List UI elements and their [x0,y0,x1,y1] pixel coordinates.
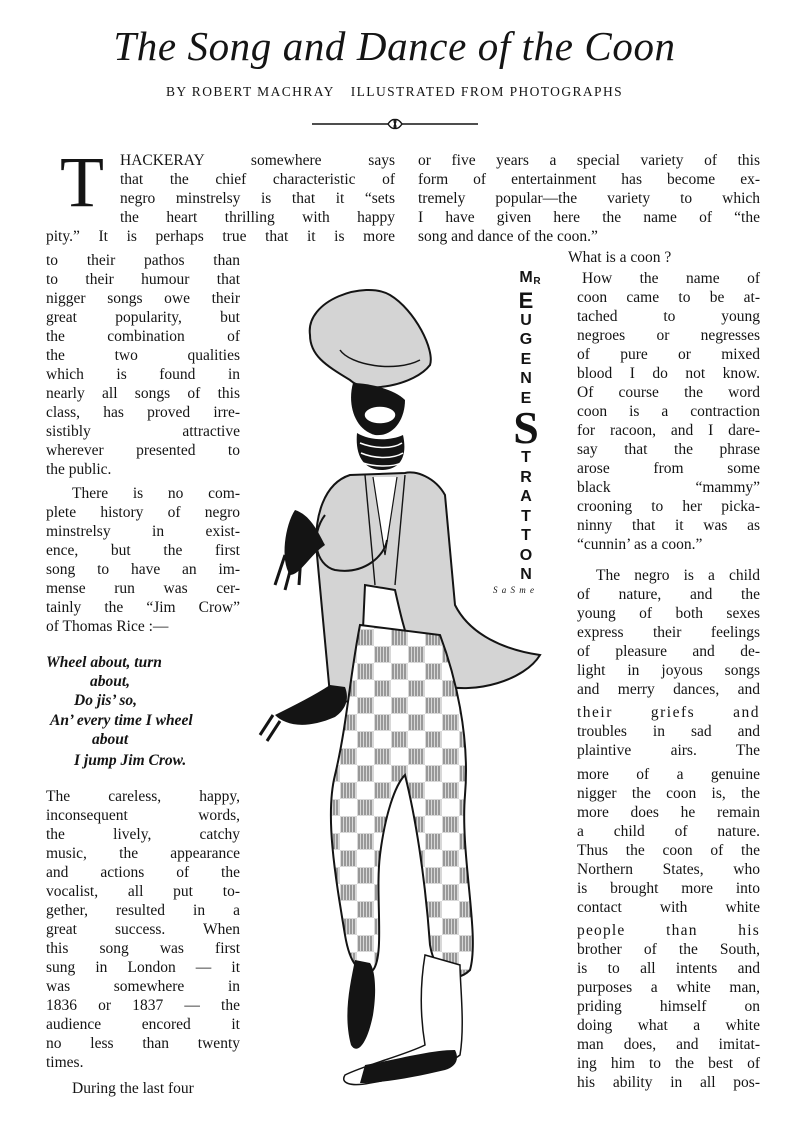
body-line: vocalist, all put to- [46,883,240,900]
intro-line: the heart thrilling with happy [120,209,395,226]
body-line: song to have an im- [46,561,240,578]
body-line: ing him to the best of [577,1055,760,1072]
body-line: nigger songs owe their [46,290,240,307]
body-line: coon came to be at- [577,289,760,306]
body-line: plaintive airs. The [577,742,760,759]
body-line: tached to young [577,308,760,325]
body-line: The negro is a child [596,567,760,584]
illustration-caption-name [496,268,556,585]
verse-line: I jump Jim Crow. [74,752,187,769]
body-line: the lively, catchy [46,826,240,843]
body-line: for racoon, and I dare- [577,422,760,439]
caption-letter: T [521,527,531,544]
verse-line: about, [90,673,131,690]
body-line: a child of nature. [577,823,760,840]
body-line: brother of the South, [577,941,760,958]
body-line: was somewhere in [46,978,240,995]
caption-letter: G [519,331,533,348]
body-line: the two qualities [46,347,240,364]
body-line: 1836 or 1837 — the [46,997,240,1014]
body-line: times. [46,1054,84,1071]
body-line: coon is a contraction [577,403,760,420]
body-line: and actions of the [46,864,240,881]
body-line: to their humour that [46,271,240,288]
body-line: mense run was cer- [46,580,240,597]
body-line: class, has proved irre- [46,404,240,421]
caption-letter: R [533,275,541,287]
intro-line: negro minstrelsy is that it “sets [120,190,395,207]
caption-letter: A [520,488,532,505]
body-line: During the last four [72,1080,194,1097]
body-line: express their feelings [577,624,760,641]
section-question: What is a coon ? [568,249,672,266]
body-line: arose from some [577,460,760,477]
body-line: blood I do not know. [577,365,760,382]
body-line: priding himself on [577,998,760,1015]
body-line: contact with white [577,899,760,916]
body-line: more of a genuine [577,766,760,783]
caption-letter: T [521,449,531,466]
body-line: minstrelsy in exist- [46,523,240,540]
verse-line: Wheel about, turn [46,654,162,671]
body-line: his ability in all pos- [577,1074,760,1091]
body-line: no less than twenty [46,1035,240,1052]
caption-letter: T [521,507,531,525]
body-line: of pleasure and de- [577,643,760,660]
caption-letter: E [520,389,532,407]
body-line: black “mammy” [577,479,760,496]
artist-signature: S a S m e [493,585,535,595]
body-line: Northern States, who [577,861,760,878]
body-line: ninny that it was as [577,517,760,534]
caption-letter: O [519,546,533,564]
body-line: say that the phrase [577,441,760,458]
body-line: How the name of [582,270,760,287]
body-line: There is no com- [72,485,240,502]
caption-letter: E [520,350,532,368]
right-top-line: tremely popular—the variety to which [418,190,760,207]
intro-line: that the chief characteristic of [120,171,395,188]
body-line: sistibly attractive [46,423,240,440]
body-line: nigger the coon is, the [577,785,760,802]
ornament-divider-icon [310,117,480,131]
body-line: is brought more into [577,880,760,897]
body-line: nearly all songs of this [46,385,240,402]
verse-line: Do jis’ so, [74,692,138,709]
body-line: wherever presented to [46,442,240,459]
body-line: man does, and imitat- [577,1036,760,1053]
body-line: to their pathos than [46,252,240,269]
body-line: this song was first [46,940,240,957]
body-line: audience encored it [46,1016,240,1033]
body-line: music, the appearance [46,845,240,862]
verse-line: An’ every time I wheel [50,712,193,729]
body-line: The careless, happy, [46,788,240,805]
verse-line: about [92,731,129,748]
byline [0,84,789,100]
body-line: crooning to her picka- [577,498,760,515]
caption-letter: E [518,288,534,313]
body-line: inconsequent words, [46,807,240,824]
right-top-line: I have given here the name of “the [418,209,760,226]
caption-letter: N [520,566,532,583]
body-line: the combination of [46,328,240,345]
body-line: “cunnin’ as a coon.” [577,536,703,553]
body-line: Of course the word [577,384,760,401]
drop-cap: T [60,142,104,222]
body-line: negroes or negresses [577,327,760,344]
body-line: light in joyous songs [577,662,760,679]
article-title: The Song and Dance of the Coon [113,23,676,69]
byline-credit: ILLUSTRATED FROM PHOTOGRAPHS [350,84,623,99]
body-line: is to all intents and [577,960,760,977]
right-top-line: song and dance of the coon.” [418,228,598,245]
body-line: people than his [577,922,760,939]
body-line: young of both sexes [577,605,760,622]
body-line: doing what a white [577,1017,760,1034]
body-line: Thus the coon of the [577,842,760,859]
body-line: great success. When [46,921,240,938]
body-line: which is found in [46,366,240,383]
body-line: troubles in sad and [577,723,760,740]
caption-letter: U [520,311,532,329]
intro-line: HACKERAY somewhere says [120,152,395,169]
body-line: more does he remain [577,804,760,821]
caption-letter: M [519,269,533,286]
caption-letter: S [513,402,539,453]
body-line: plete history of negro [46,504,240,521]
caption-letter: R [520,468,532,486]
body-line: of Thomas Rice :— [46,618,169,635]
body-line: tainly the “Jim Crow” [46,599,240,616]
byline-author: BY ROBERT MACHRAY [165,84,335,99]
body-line: ence, but the first [46,542,240,559]
body-line: and merry dances, and [577,681,760,698]
body-line: of pure or mixed [577,346,760,363]
body-line: of nature, and the [577,586,760,603]
body-line: sung in London — it [46,959,240,976]
right-top-line: or five years a special variety of this [418,152,760,169]
caption-letter: N [520,370,532,387]
body-line: the public. [46,461,112,478]
body-line: their griefs and [577,704,760,721]
intro-line: pity.” It is perhaps true that it is more [46,228,395,245]
right-top-line: form of entertainment has become ex- [418,171,760,188]
body-line: gether, resulted in a [46,902,240,919]
body-line: purposes a white man, [577,979,760,996]
body-line: great popularity, but [46,309,240,326]
